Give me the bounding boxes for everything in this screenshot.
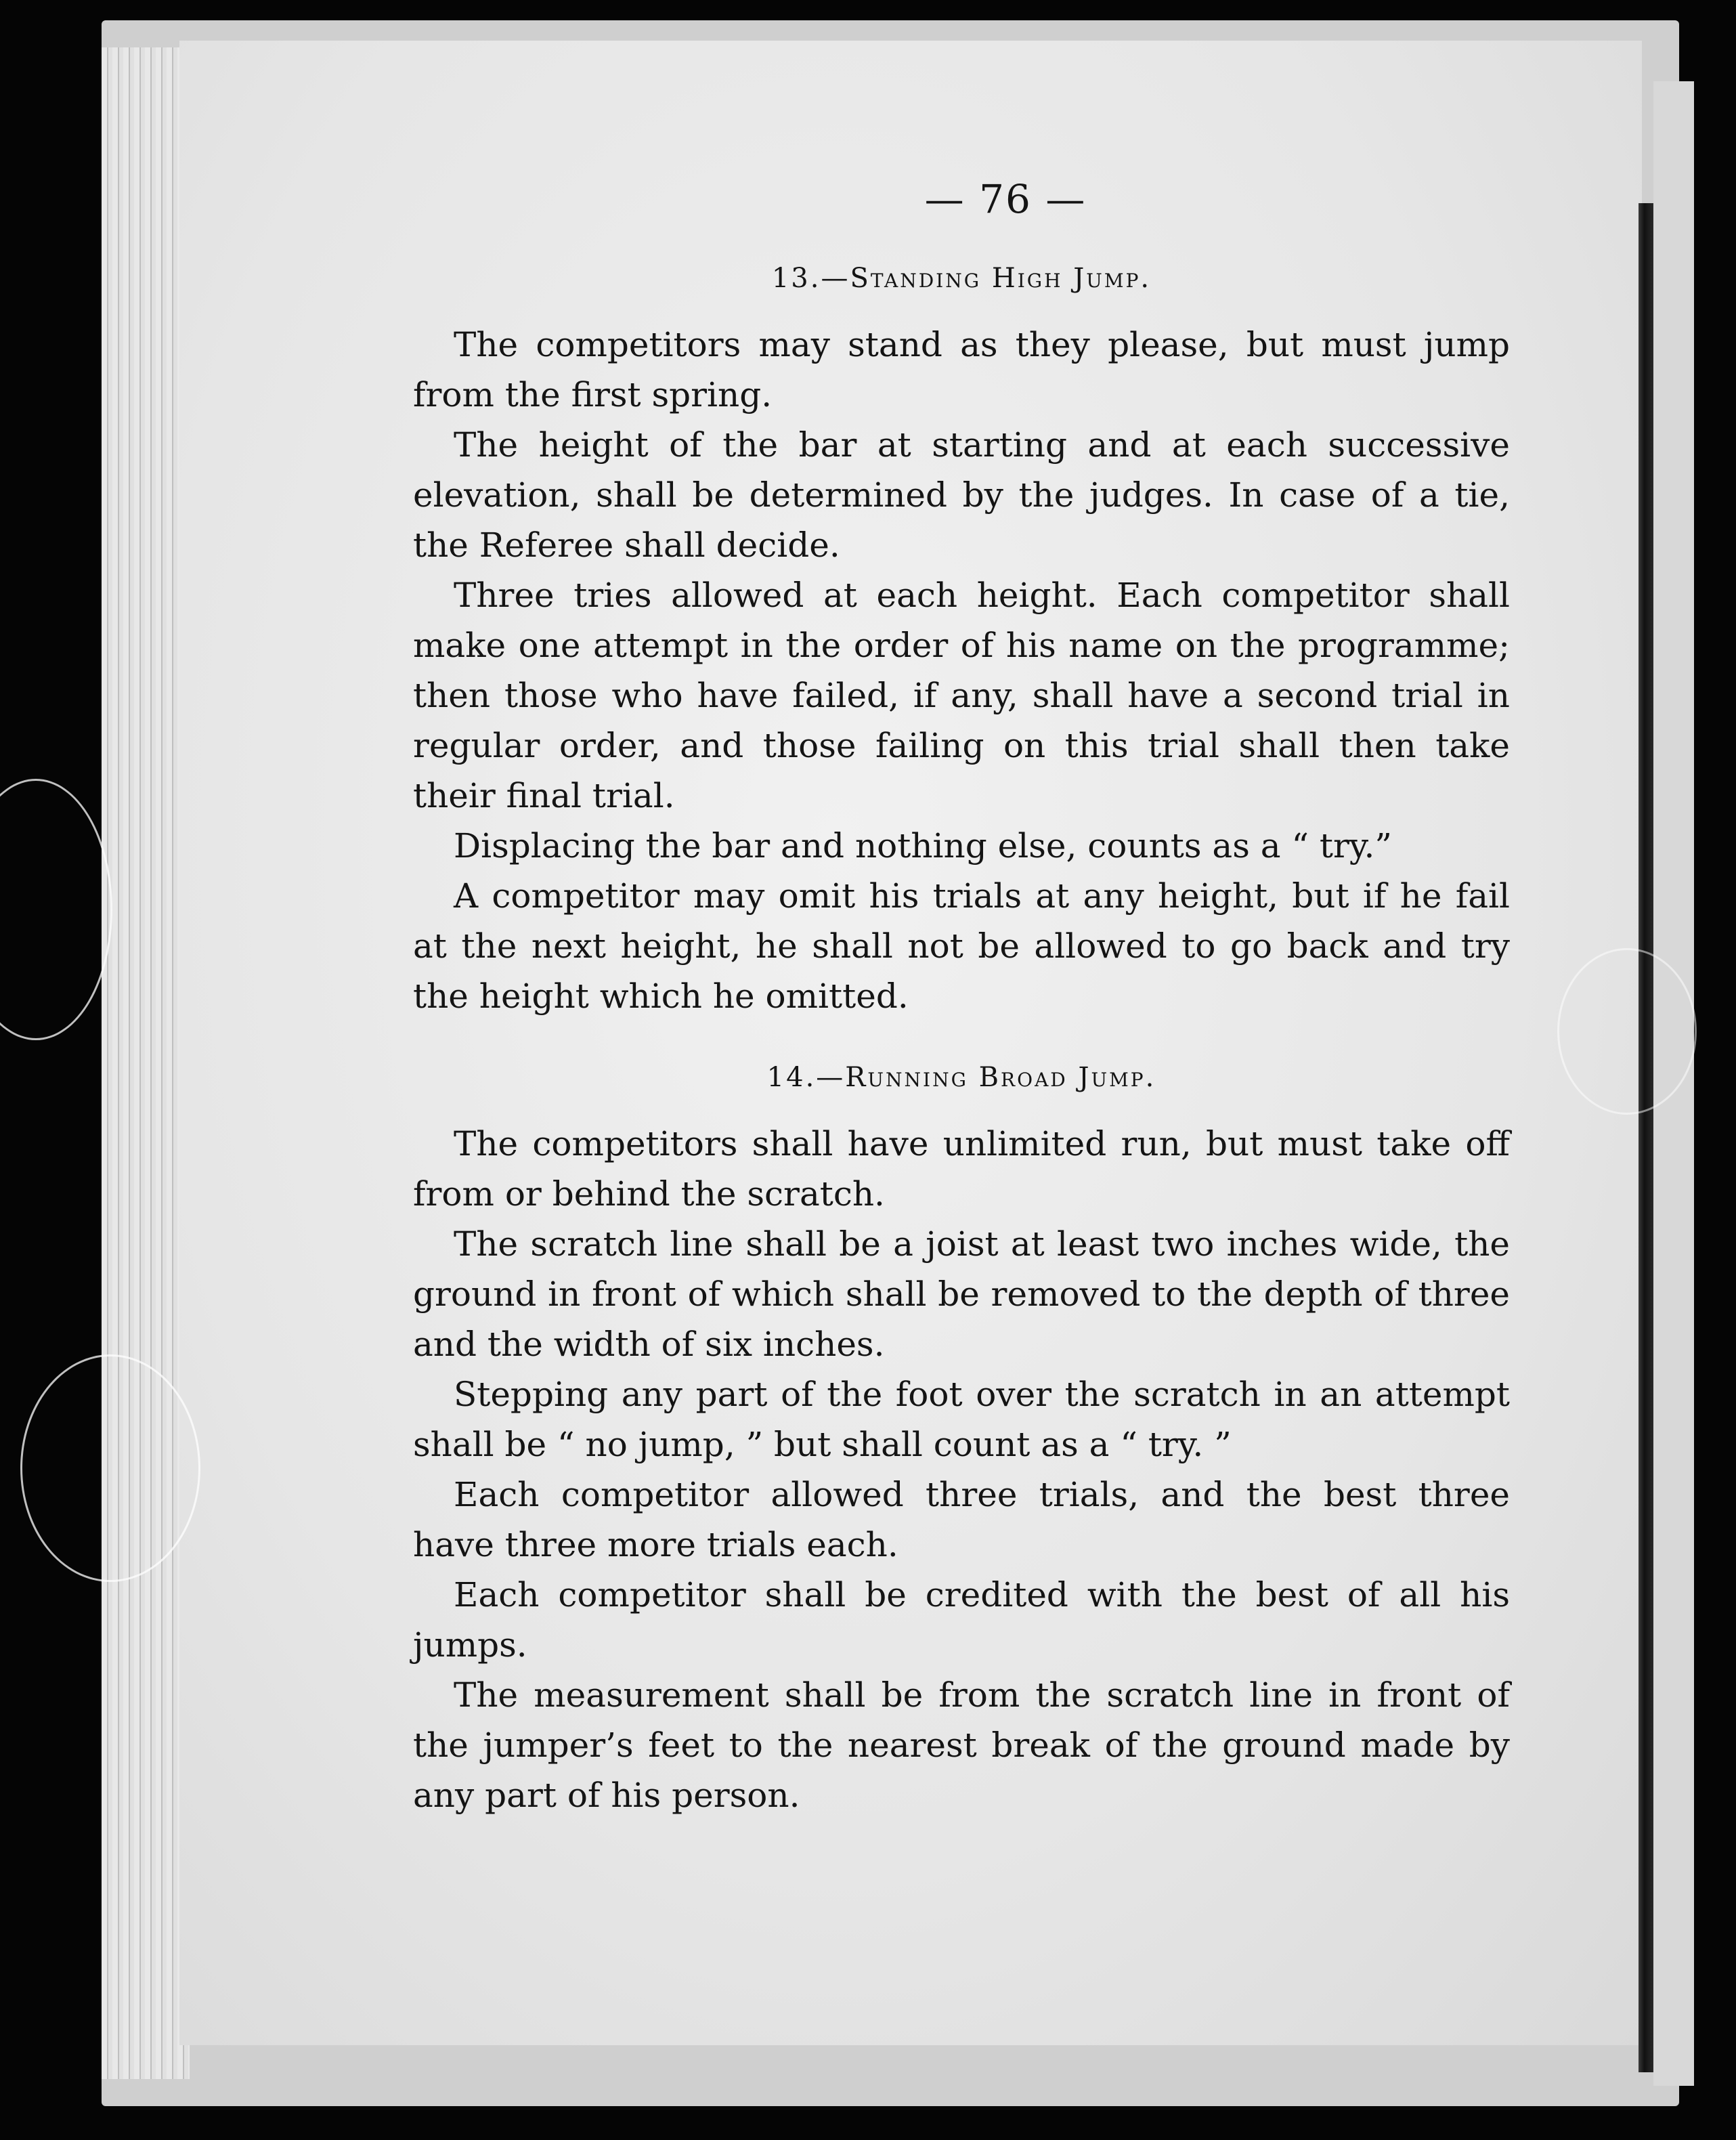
paragraph: Three tries allowed at each height. Each competitor shall make one attempt in the order of his name on the programme; then those who have failed, if any, shall have a second trial in regular order, and those failing on this trial shall then take their final trial.	[413, 576, 1510, 815]
section-heading	[413, 1062, 1510, 1093]
paragraph: The competitors may stand as they please, but must jump from the first spring.	[413, 325, 1510, 414]
section-running-broad-jump	[413, 1062, 1510, 1820]
paragraph: A competitor may omit his trials at any height, but if he fail at the next height, he shall not be allowed to go back and try the height which he omitted.	[413, 876, 1510, 1016]
section-heading	[413, 263, 1510, 294]
page-text	[413, 176, 1510, 1820]
paragraph: The measurement shall be from the scratch line in front of the jumper’s feet to the nearest break of the ground made by any part of his person.	[413, 1675, 1510, 1815]
film-scratch	[0, 779, 112, 1040]
paragraph: The height of the bar at starting and at each successive elevation, shall be determined by the judges. In case of a tie, the Referee shall decide.	[413, 425, 1510, 565]
film-scratch	[20, 1354, 200, 1582]
section-number: 14.—	[766, 1062, 846, 1093]
paragraph: Displacing the bar and nothing else, counts as a “ try.”	[454, 826, 1392, 865]
paragraph: Stepping any part of the foot over the scratch in an attempt shall be “ no jump, ” but shall count as a “ try. ”	[413, 1375, 1510, 1464]
paragraph: The scratch line shall be a joist at least two inches wide, the ground in front of which shall be removed to the depth of three and the width of six inches.	[413, 1224, 1510, 1364]
binding-gutter	[1639, 203, 1653, 2072]
page-number: — 76 —	[924, 176, 1087, 222]
paragraph: The competitors shall have unlimited run, but must take off from or behind the scratch.	[413, 1124, 1510, 1214]
section-number: 13.—	[771, 263, 850, 294]
section-title: Running Broad Jump.	[845, 1062, 1156, 1093]
paragraph: Each competitor shall be credited with the best of all his jumps.	[413, 1575, 1510, 1665]
section-standing-high-jump	[413, 263, 1510, 1021]
paragraph: Each competitor allowed three trials, and the best three have three more trials each.	[413, 1475, 1510, 1564]
section-title: Standing High Jump.	[850, 263, 1152, 294]
film-scratch	[1557, 948, 1697, 1115]
